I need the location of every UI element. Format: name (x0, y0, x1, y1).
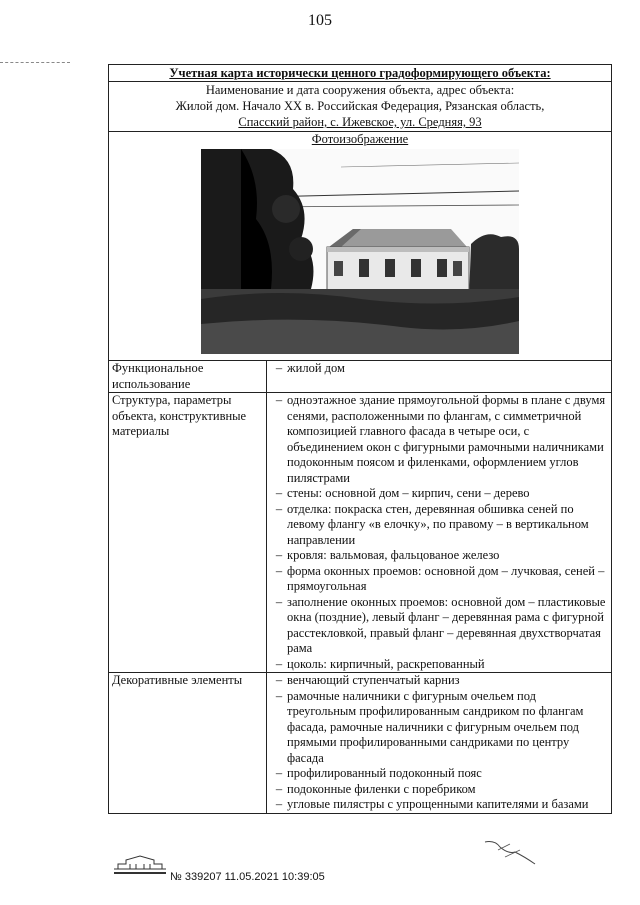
photo-cell (109, 132, 611, 361)
row-decor (109, 673, 611, 813)
dash-bullet: – (275, 563, 283, 578)
dash-bullet: – (275, 361, 283, 375)
dash-bullet: – (275, 594, 283, 609)
row-values (267, 393, 611, 672)
dash-bullet: – (275, 548, 283, 562)
row-label: Структура, параметры объекта, конструктивные материалы (109, 393, 267, 672)
list-item: – рамочные наличники с фигурным очельем под треугольным профилированным сандриком по флангам фасада, рамочные наличники с фигурным очельем под прямыми профилированными сандриками по центру фасада (271, 689, 607, 767)
list-item: – кровля: вальмовая, фальцованое железо (271, 548, 607, 564)
dash-bullet: – (275, 673, 283, 687)
list-item: – подоконные филенки с поребриком (271, 782, 607, 798)
address-line: Жилой дом. Начало XX в. Российская Федерация, Рязанская область, (175, 99, 545, 113)
row-values (267, 673, 611, 813)
object-address (109, 82, 611, 132)
signature-scribble (480, 832, 540, 872)
photo-label: Фотоизображение (311, 132, 409, 146)
address-line: Наименование и дата сооружения объекта, адрес объекта: (205, 83, 515, 97)
registration-card (108, 64, 612, 814)
row-structure (109, 393, 611, 673)
dash-bullet: – (275, 781, 283, 796)
list-item: – угловые пилястры с упрощенными капителями и базами (271, 797, 607, 813)
dash-bullet: – (275, 393, 283, 407)
dash-bullet: – (275, 486, 283, 500)
list-item: – заполнение оконных проемов: основной дом – пластиковые окна (поздние), левый фланг – деревянная рама с фигурной расстекловкой, правый фланг – деревянная двухстворчатая рама (271, 595, 607, 657)
list-item: – форма оконных проемов: основной дом – лучковая, сеней – прямоугольная (271, 564, 607, 595)
list-item: – одноэтажное здание прямоугольной формы в плане с двумя сенями, расположенными по флангам, с симметричной композицией главного фасада в четыре оси, с объединением окон с фигурными рамочными наличниками подоконным поясом и филенками, оформлением углов пилястрами (271, 393, 607, 486)
list-item: – венчающий ступенчатый карниз (271, 673, 607, 689)
dash-bullet: – (275, 766, 283, 780)
list-item: – цоколь: кирпичный, раскрепованный (271, 657, 607, 673)
list-item: – стены: основной дом – кирпич, сени – дерево (271, 486, 607, 502)
row-values (267, 361, 611, 392)
row-label: Декоративные элементы (109, 673, 267, 813)
list-item: – профилированный подоконный пояс (271, 766, 607, 782)
row-label: Функциональное использование (109, 361, 267, 392)
page-number: 105 (308, 12, 332, 29)
row-function (109, 361, 611, 393)
building-photo (201, 149, 519, 354)
dash-bullet: – (275, 688, 283, 703)
scan-edge-line (0, 62, 70, 63)
address-line: Спасский район, с. Ижевское, ул. Средняя, 93 (238, 115, 482, 129)
list-item: – отделка: покраска стен, деревянная обшивка сеней по левому флангу «в елочку», по правому – в вертикальном направлении (271, 502, 607, 549)
dash-bullet: – (275, 501, 283, 516)
dash-bullet: – (275, 656, 283, 671)
building-logo-icon (112, 855, 168, 877)
list-item: – жилой дом (271, 361, 607, 377)
card-title: Учетная карта исторически ценного градоформирующего объекта: (109, 65, 611, 82)
dash-bullet: – (275, 797, 283, 811)
document-stamp: № 339207 11.05.2021 10:39:05 (170, 871, 325, 883)
